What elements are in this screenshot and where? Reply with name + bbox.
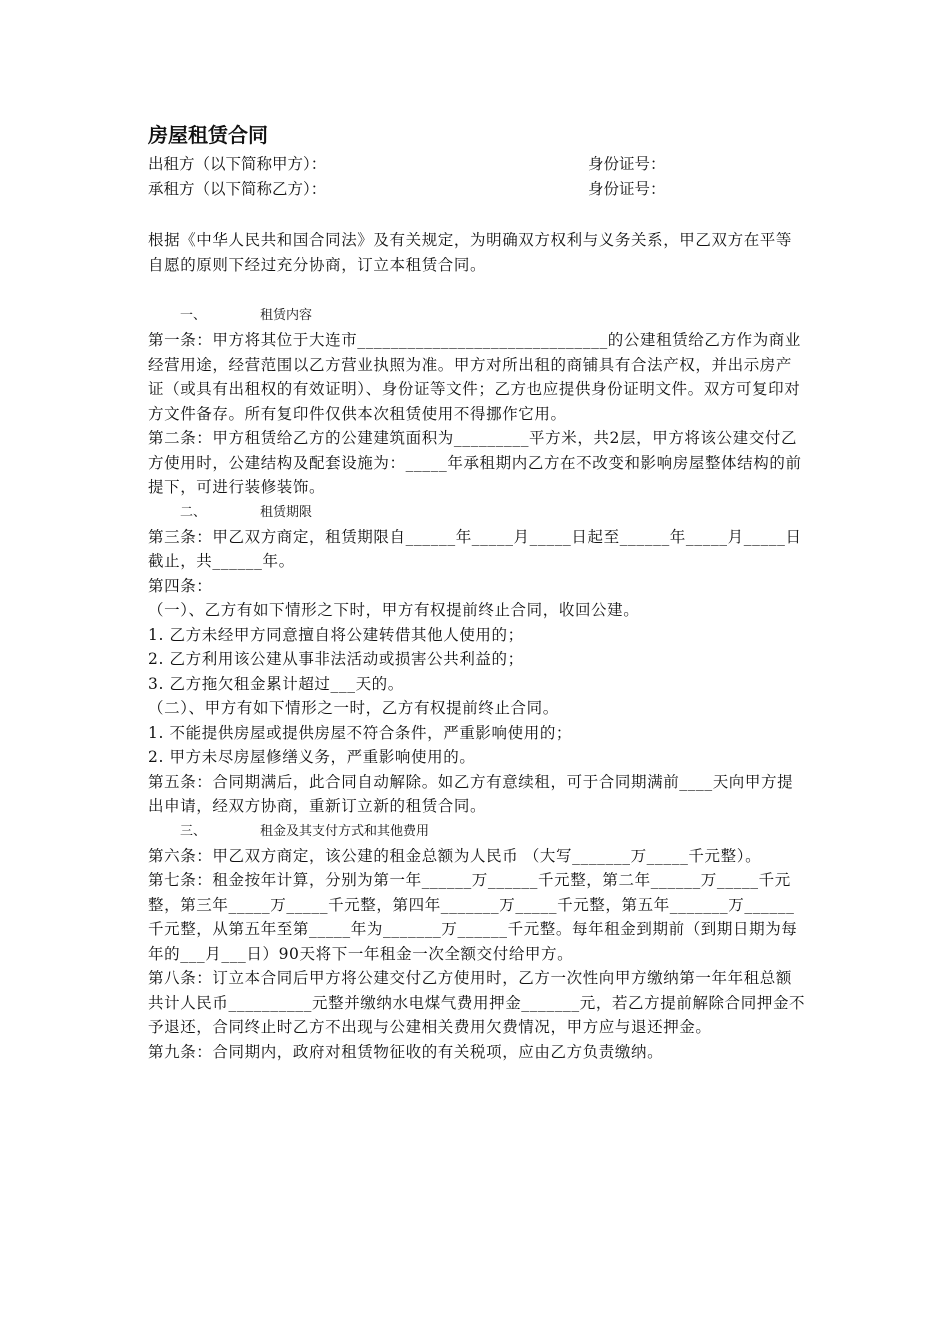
article-4-clause-b-item-2: 2. 甲方未尽房屋修缮义务，严重影响使用的。	[148, 748, 476, 766]
lessee-label: 承租方（以下简称乙方）：	[148, 180, 327, 198]
section-title: 租赁期限	[260, 504, 313, 520]
document-title: 房屋租赁合同	[148, 123, 268, 147]
article-2: 第二条：甲方租赁给乙方的公建建筑面积为_________平方米，共2层，甲方将该公建交付乙方使用时，公建结构及配套设施为：_____年承租期内乙方在不改变和影响房屋整体结构的前提下，可进行装修装饰。	[148, 429, 802, 496]
section-heading-3	[148, 819, 808, 844]
section-title: 租金及其支付方式和其他费用	[260, 823, 430, 839]
contract-page	[148, 118, 808, 1064]
article-7: 第七条：租金按年计算，分别为第一年______万______千元整，第二年______万_____千元整，第三年_____万_____千元整，第四年_______万_____千元整，第五年_______万______千元整，从第五年至第_____年为_______万______千元整。每年租金到期前（到期日期为每年的___月___日）90天将下一年租金一次全额交付给甲方。	[148, 871, 798, 963]
intro-paragraph: 根据《中华人民共和国合同法》及有关规定，为明确双方权利与义务关系，甲乙双方在平等自愿的原则下经过充分协商，订立本租赁合同。	[148, 231, 793, 274]
spacer	[148, 202, 808, 228]
article-4-clause-a: （一）、乙方有如下情形之下时，甲方有权提前终止合同，收回公建。	[148, 601, 640, 619]
lessee-row	[148, 177, 808, 202]
article-5: 第五条：合同期满后，此合同自动解除。如乙方有意续租，可于合同期满前____天向甲方提出申请，经双方协商，重新订立新的租赁合同。	[148, 772, 794, 815]
section-number: 二、	[180, 504, 207, 520]
article-4-clause-b-item-1: 1. 不能提供房屋或提供房屋不符合条件，严重影响使用的；	[148, 723, 573, 742]
lessor-row	[148, 152, 808, 177]
article-4-clause-a-item-3: 3. 乙方拖欠租金累计超过___天的。	[148, 674, 404, 693]
article-6: 第六条：甲乙双方商定，该公建的租金总额为人民币 （大写_______万_____千元整）。	[148, 846, 762, 865]
article-4-heading: 第四条：	[148, 576, 213, 595]
article-4-clause-a-item-1: 1. 乙方未经甲方同意擅自将公建转借其他人使用的；	[148, 625, 524, 644]
article-9: 第九条：合同期内，政府对租赁物征收的有关税项，应由乙方负责缴纳。	[148, 1042, 664, 1061]
section-heading-2	[148, 500, 808, 525]
lessee-id-label: 身份证号：	[588, 180, 666, 198]
section-number: 三、	[180, 823, 207, 839]
article-4-clause-a-item-2: 2. 乙方利用该公建从事非法活动或损害公共利益的；	[148, 650, 524, 668]
section-title: 租赁内容	[260, 308, 313, 323]
section-heading-1	[148, 303, 808, 328]
article-3: 第三条：甲乙双方商定，租赁期限自______年_____月_____日起至______年_____月_____日截止，共______年。	[148, 527, 802, 570]
article-4-clause-b: （二）、甲方有如下情形之一时，乙方有权提前终止合同。	[148, 699, 559, 717]
article-8: 第八条：订立本合同后甲方将公建交付乙方使用时，乙方一次性向甲方缴纳第一年年租总额共计人民币__________元整并缴纳水电煤气费用押金_______元，若乙方提前解除合同押金不予退还，合同终止时乙方不出现与公建相关费用欠费情况，甲方应与退还押金。	[148, 969, 806, 1036]
article-1: 第一条：甲方将其位于大连市______________________________的公建租赁给乙方作为商业经营用途，经营范围以乙方营业执照为准。甲方对所出租的商铺具有合法产权，并出示房产证（或具有出租权的有效证明）、身份证等文件；乙方也应提供身份证明文件。双方可复印对方文件备存。所有复印件仅供本次租赁使用不得挪作它用。	[148, 331, 802, 423]
lessor-label: 出租方（以下简称甲方）：	[148, 155, 327, 173]
section-number: 一、	[180, 308, 207, 323]
lessor-id-label: 身份证号：	[588, 155, 666, 173]
